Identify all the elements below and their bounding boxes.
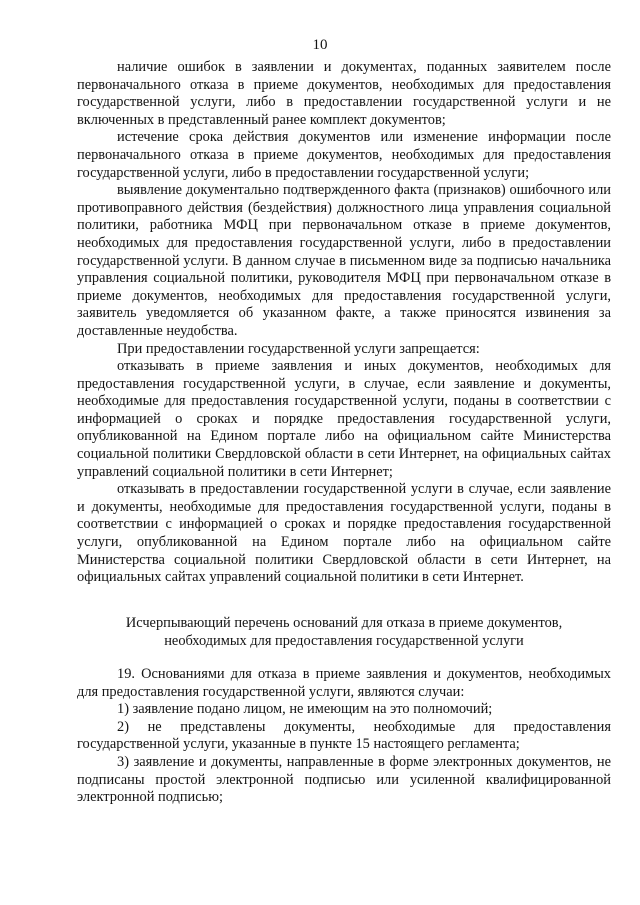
list-item: 1) заявление подано лицом, не имеющим на это полномочий;	[117, 701, 493, 718]
heading-line: Исчерпывающий перечень оснований для отказа в приеме документов,	[125, 615, 563, 631]
section-intro: 19. Основаниями для отказа в приеме заявления и документов, необходимых для предоставления государственной услуги, являются случаи:	[77, 666, 611, 700]
list-item: 2) не представлены документы, необходимые для предоставления государственной услуги, указанные в пункте 15 настоящего регламента;	[77, 718, 611, 753]
paragraph: наличие ошибок в заявлении и документах, поданных заявителем после первоначального отказа в приеме документов, необходимых для предоставления государственной услуги, либо в предоставлении государственной услуги и не включенных в представленный ранее комплект документов;	[77, 59, 611, 128]
body-text	[77, 59, 611, 587]
list-item: 3) заявление и документы, направленные в форме электронных документов, не подписаны простой электронной подписью или усиленной квалифицированной электронной подписью;	[77, 753, 611, 806]
paragraph: отказывать в предоставлении государственной услуги в случае, если заявление и документы, необходимые для предоставления государственной услуги, поданы в соответствии с информацией о сроках и порядке предоставления государственной услуги, опубликованной на Едином портале либо на официальном сайте Министерства социальной политики Свердловской области в сети Интернет, на официальных сайтах управлений социальной политики в сети Интернет.	[77, 481, 611, 586]
page-number: 10	[312, 37, 328, 53]
paragraph: выявление документально подтвержденного факта (признаков) ошибочного или противоправного действия (бездействия) должностного лица управления социальной политики, работника МФЦ при первоначальном отказе в приеме документов, необходимых для предоставления государственной услуги, либо в предоставлении государственной услуги. В данном случае в письменном виде за подписью начальника управления социальной политики, руководителя МФЦ при первоначальном отказе в приеме документов, необходимых для предоставления государственной услуги, заявитель уведомляется об указанном факте, а также приносятся извинения за доставленные неудобства.	[77, 182, 611, 339]
section-heading	[77, 615, 611, 650]
paragraph: истечение срока действия документов или изменение информации после первоначального отказа в приеме документов, необходимых для предоставления государственной услуги, либо в предоставлении государственной услуги;	[77, 129, 611, 181]
paragraph: отказывать в приеме заявления и иных документов, необходимых для предоставления государственной услуги, в случае, если заявление и документы, необходимые для предоставления государственной услуги, поданы в соответствии с информацией о сроках и порядке предоставления государственной услуги, опубликованной на Едином портале либо на официальном сайте Министерства социальной политики Свердловской области в сети Интернет, на официальных сайтах управлений социальной политики в сети Интернет;	[77, 358, 611, 480]
paragraph: При предоставлении государственной услуги запрещается:	[117, 340, 480, 357]
heading-line: необходимых для предоставления государственной услуги	[164, 632, 524, 649]
section-19	[77, 666, 611, 807]
